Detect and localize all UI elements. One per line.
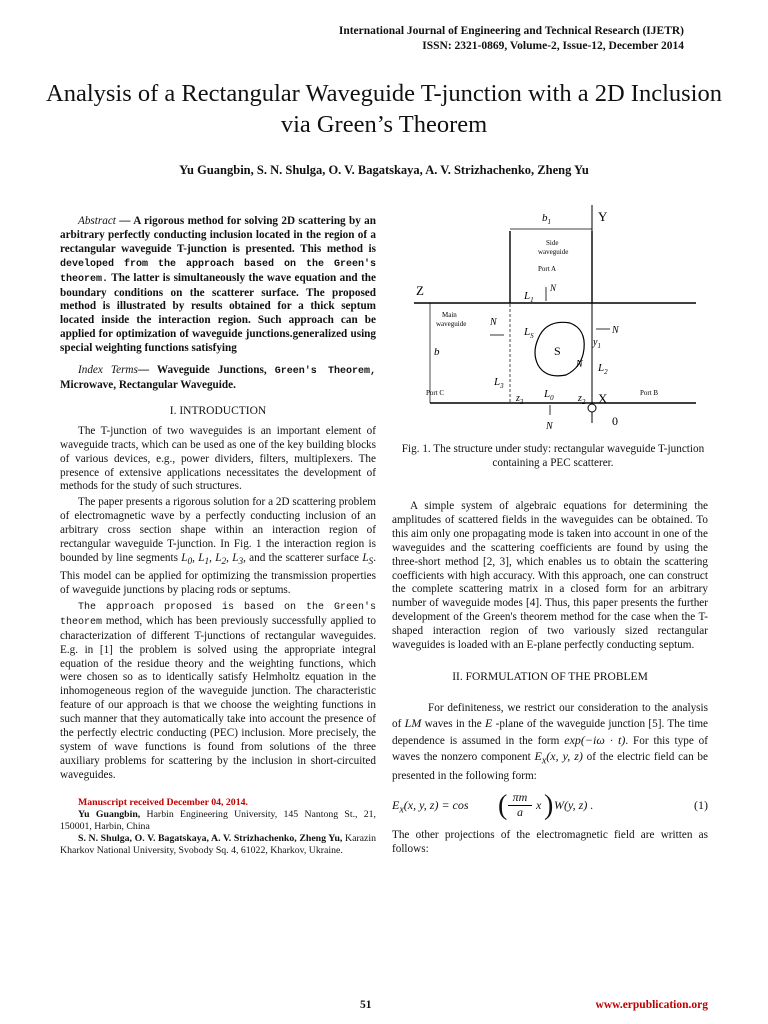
equation-1-paren-right: ): [544, 789, 554, 821]
label-port-C: Port C: [426, 389, 445, 397]
symbol-Ex: $E_x(x$, y, z): [534, 749, 583, 767]
equation-1-fraction: πm a: [508, 791, 532, 820]
right-paragraph-3: The other projections of the electromagnetic field are written as follows:: [392, 828, 708, 855]
page-number: 51: [360, 999, 372, 1011]
journal-header: [339, 24, 684, 54]
label-L0: $L_0$: [544, 388, 554, 402]
label-N-top: N: [550, 283, 557, 293]
label-main-waveguide-2: waveguide: [436, 320, 467, 328]
label-origin: 0: [612, 414, 618, 428]
author-note-2-names: S. N. Shulga, O. V. Bagatskaya, A. V. Strizhachenko, Zheng Yu,: [78, 833, 343, 845]
label-Y: Y: [598, 209, 608, 224]
index-terms-text-2: Microwave, Rectangular Waveguide.: [60, 378, 236, 391]
segment-list: $L_0$, $L_1$, $L_2$, $L_3$: [181, 551, 244, 568]
formulation-text-c: -plane of the waveguide junction [5]. The time dependence is assumed in the form: [392, 718, 708, 747]
formulation-paragraph: [392, 701, 708, 785]
abstract: [60, 215, 376, 356]
label-L2: $L_2$: [598, 362, 608, 376]
right-paragraph-1: A simple system of algebraic equations for determining the amplitudes of scattered fields in the waveguides can be obtained. To this aim only one propagating mode is taken into account in one of the waveguides and the scattering coefficients are found by using the three-short method [2, 3], which enables us to obtain the scattering coefficients with high accuracy. With this approach, one can construct the complete scattering matrix in a closed form for an arbitrary number of waveguide modes [4]. Thus, this paper presents the further development of the Green's theorem method for the case when the T-shaped interaction region of two variously sized rectangular waveguides is loaded with an E-plane perfectly conducting septum.: [392, 500, 708, 652]
label-Z: Z: [416, 283, 424, 298]
formulation-heading: II. FORMULATION OF THE PROBLEM: [452, 670, 648, 683]
author-notes: [60, 797, 376, 858]
author-note-2-text: Karazin Kharkov National University, Svobody Sq. 4, 61022, Kharkov, Ukraine.: [60, 833, 377, 857]
label-L1: $L_1$: [524, 290, 534, 304]
journal-issn: ISSN: 2321-0869, Volume-2, Issue-12, December 2014: [422, 40, 684, 52]
label-b1: $b_1$: [542, 212, 551, 226]
label-N-inner: N: [576, 359, 583, 370]
abstract-text-2: The latter is simultaneously the wave equation and the boundary conditions on the scatterer surface. The proposed method is illustrated by results obtained for a thick septum located inside the interaction region. Such approach can be applied for optimization of waveguide junctions.generalized using special weighting functions satisfying: [60, 271, 376, 355]
label-y1: $y_1$: [593, 337, 601, 350]
origin-marker: [588, 404, 596, 412]
label-side-waveguide-2: waveguide: [538, 248, 569, 256]
time-dependence-expression: exp(−iω · t): [564, 732, 626, 747]
figure-1-diagram: [406, 205, 706, 433]
label-LS: $L_S$: [524, 326, 534, 340]
formulation-text-d: . For this type of waves the nonzero component: [392, 734, 708, 764]
index-terms-text-1: — Waveguide Junctions,: [137, 364, 275, 377]
intro-paragraph-3: [60, 600, 376, 783]
index-terms: [60, 364, 376, 393]
paper-title: Analysis of a Rectangular Waveguide T-junction with a 2D Inclusion via Green’s Theorem: [46, 80, 722, 138]
formulation-text-a: For definiteness, we restrict our consideration to the analysis of: [392, 701, 708, 731]
symbol-LM: LM: [404, 716, 422, 731]
intro-heading: I. INTRODUCTION: [169, 404, 267, 417]
symbol-E: E: [485, 716, 493, 731]
label-z3: $z_3$: [516, 393, 524, 406]
figure-1-caption: Fig. 1. The structure under study: rectangular waveguide T-junction containing a PEC scatterer.: [401, 443, 705, 469]
intro-p3-text: method, which has been previously successfully applied to characterization of different T-junctions of rectangular waveguides. E.g. in [1] the problem is solved using the appropriate integral equation of the residue theory and the weighting functions, which were chosen so as to identically satisfy Helmholtz equation in the inhomogeneous region of the waveguide junction. The characteristic feature of our approach is that we choose the weighting functions in such manner that they automatically take into account the presence of the perfectly electric conducting (PEC) inclusion. More precisely, the system of wave functions is found from solutions of the three auxiliary problems for scattering by the inclusion in short-circuited waveguides.: [60, 614, 376, 781]
equation-1-number: (1): [694, 797, 708, 812]
footer-url: www.erpublication.org: [595, 999, 708, 1011]
equation-1: [392, 789, 708, 827]
intro-paragraph-2: [60, 496, 376, 598]
intro-paragraph-1: The T-junction of two waveguides is an important element of waveguide tracts, which can be used as one of the key building blocks of various devices, e.g., power dividers, filters, multiplexers. The presence of extensive applications necessitates the development of methods for the study of such structures.: [60, 424, 376, 493]
label-N-left: N: [490, 317, 497, 328]
label-side-waveguide-1: Side: [546, 239, 559, 247]
label-z2: $z_2$: [578, 393, 586, 406]
equation-1-rhs: W(y, z) .: [554, 797, 594, 812]
equation-1-paren-left: (: [498, 789, 508, 821]
index-terms-label: Index Terms: [78, 364, 138, 377]
label-port-A: Port A: [538, 265, 557, 273]
intro-p3-mono: The approach proposed is based on the Green's theorem: [60, 601, 376, 628]
intro-p2-text-a: The paper presents a rigorous solution for a 2D scattering problem of electromagnetic wave by a perfectly conducting inclusion of an arbitrary cross section shape within an interaction region of rectangular waveguide T-junction. In Fig. 1 the interaction region is bounded by line segments: [60, 496, 376, 564]
label-N-right: N: [612, 325, 619, 336]
journal-name: International Journal of Engineering and Technical Research (IJETR): [338, 25, 684, 37]
label-L3: $L_3$: [494, 376, 504, 390]
author-note-1: [60, 809, 376, 833]
index-terms-mono: Green's Theorem,: [274, 366, 377, 378]
label-main-waveguide-1: Main: [442, 311, 457, 319]
author-note-1-text: Harbin Engineering University, 145 Nantong St., 21, 150001, Harbin, China: [60, 808, 376, 833]
abstract-mono-text: developed from the approach based on the Green's theorem.: [60, 258, 376, 285]
label-port-B: Port B: [640, 389, 659, 397]
equation-1-lhs: $E_x(x$, y, z) = cos: [392, 797, 469, 816]
scatterer-surface-symbol: $L_S$: [362, 551, 374, 568]
figure-1: [406, 205, 706, 433]
paper-authors: Yu Guangbin, S. N. Shulga, O. V. Bagatskaya, A. V. Strizhachenko, Zheng Yu: [179, 163, 589, 177]
label-X: X: [598, 391, 608, 406]
manuscript-received: Manuscript received December 04, 2014.: [78, 796, 248, 808]
right-column: [392, 500, 708, 857]
label-S: S: [554, 344, 561, 358]
left-column: [60, 215, 376, 858]
intro-p2-text-b: , and the scatterer surface: [243, 551, 363, 564]
formulation-text-e: of the electric field can be presented in the following form:: [392, 751, 708, 783]
abstract-text-1: — A rigorous method for solving 2D scattering by an arbitrary perfectly conducting inclusion located in the region of a rectangular waveguide T-junction is presented. This method is: [60, 215, 376, 255]
equation-1-x: x: [536, 797, 542, 812]
label-N-bottom: N: [546, 421, 553, 432]
author-note-2: [60, 833, 376, 857]
abstract-label: Abstract: [78, 215, 116, 227]
author-note-1-name: Yu Guangbin,: [78, 808, 141, 820]
formulation-text-b: waves in the: [421, 718, 485, 731]
intro-p2-text-c: . This model can be applied for optimizing the transmission properties of waveguide junctions by placing rods or septums.: [60, 551, 377, 596]
label-b: b: [434, 346, 440, 358]
